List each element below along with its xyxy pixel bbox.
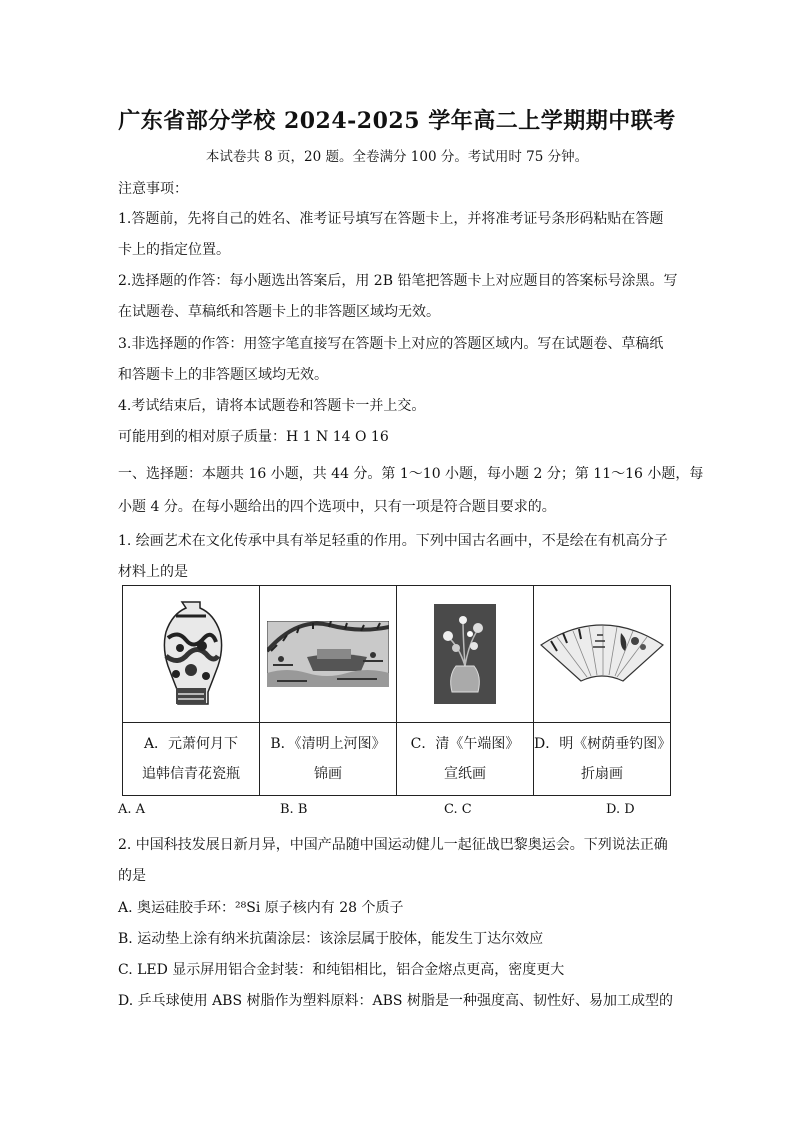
question-2-option-c: C. LED 显示屏用铝合金封装：和纯铝相比，铝合金熔点更高，密度更大 xyxy=(118,962,565,978)
atomic-masses: 可能用到的相对原子质量：H 1 N 14 O 16 xyxy=(118,429,389,445)
option-c-caption xyxy=(397,723,534,796)
caption-line: 宣纸画 xyxy=(444,766,486,782)
note-line: 1.答题前，先将自己的姓名、准考证号填写在答题卡上，并将准考证号条形码粘贴在答题 xyxy=(118,211,664,227)
caption-line: 锦画 xyxy=(314,766,342,782)
question-1-stem-cont: 材料上的是 xyxy=(118,564,188,580)
section-heading: 一、选择题：本题共 16 小题，共 44 分。第 1～10 小题，每小题 2 分；第 11～16 小题，每 xyxy=(118,466,704,482)
note-line: 2.选择题的作答：每小题选出答案后，用 2B 铅笔把答题卡上对应题目的答案标号涂黑。写 xyxy=(118,273,678,289)
option-c-image-cell xyxy=(397,586,534,723)
option-d-caption xyxy=(534,723,671,796)
caption-line: B．《清明上河图》 xyxy=(270,736,386,752)
choice-b: B. B xyxy=(280,802,308,817)
question-2-stem: 2. 中国科技发展日新月异，中国产品随中国运动健儿一起征战巴黎奥运会。下列说法正确 xyxy=(118,837,668,853)
note-line: 卡上的指定位置。 xyxy=(118,242,230,258)
question-2-stem-cont: 的是 xyxy=(118,868,146,884)
note-line: 在试题卷、草稿纸和答题卡上的非答题区域均无效。 xyxy=(118,304,440,320)
question-1-image-table xyxy=(122,585,671,796)
choice-c: C. C xyxy=(444,802,472,817)
note-line: 和答题卡上的非答题区域均无效。 xyxy=(118,367,328,383)
question-2-option-a: A. 奥运硅胶手环：²⁸Si 原子核内有 28 个质子 xyxy=(118,900,404,916)
caption-line: A．元萧何月下 xyxy=(143,736,239,752)
riverside-painting-image xyxy=(267,621,389,687)
note-line: 3.非选择题的作答：用签字笔直接写在答题卡上对应的答题区域内。写在试题卷、草稿纸 xyxy=(118,336,664,352)
note-line: 4.考试结束后，请将本试题卷和答题卡一并上交。 xyxy=(118,398,426,414)
question-1-stem: 1. 绘画艺术在文化传承中具有举足轻重的作用。下列中国古名画中，不是绘在有机高分子 xyxy=(118,533,668,549)
option-d-image-cell xyxy=(534,586,671,723)
notes-heading: 注意事项： xyxy=(118,181,188,197)
option-b-caption xyxy=(260,723,397,796)
choice-a: A. A xyxy=(118,802,146,817)
porcelain-vase-image xyxy=(158,598,224,710)
exam-info: 本试卷共 8 页，20 题。全卷满分 100 分。考试用时 75 分钟。 xyxy=(205,149,589,165)
option-a-image-cell xyxy=(123,586,260,723)
caption-line: 折扇画 xyxy=(581,766,623,782)
option-b-image-cell xyxy=(260,586,397,723)
folding-fan-painting-image xyxy=(537,623,667,685)
question-2-option-b: B. 运动垫上涂有纳米抗菌涂层：该涂层属于胶体，能发生丁达尔效应 xyxy=(118,931,544,947)
caption-line: C．清《午端图》 xyxy=(410,736,520,752)
caption-line: D．明《树荫垂钓图》 xyxy=(534,736,672,752)
page-title: 广东省部分学校 2024-2025 学年高二上学期期中联考 xyxy=(118,108,676,134)
option-a-caption xyxy=(123,723,260,796)
question-2-option-d: D. 乒乓球使用 ABS 树脂作为塑料原料：ABS 树脂是一种强度高、韧性好、易加工成型的 xyxy=(118,993,673,1009)
section-heading-cont: 小题 4 分。在每小题给出的四个选项中，只有一项是符合题目要求的。 xyxy=(118,499,556,515)
caption-line: 追韩信青花瓷瓶 xyxy=(142,766,240,782)
choice-d: D. D xyxy=(606,802,635,817)
flower-vase-painting-image xyxy=(434,604,496,704)
